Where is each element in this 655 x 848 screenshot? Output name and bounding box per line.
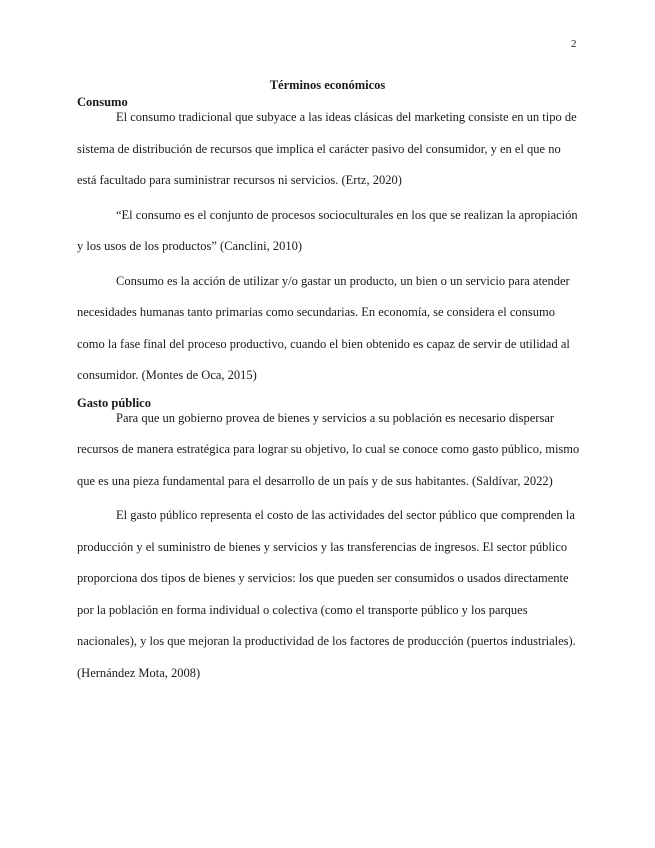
paragraph: Consumo es la acción de utilizar y/o gastar un producto, un bien o un servicio para atender necesidades humanas tanto primarias como secundarias. En economía, se considera el consumo como la fase final del proceso productivo, cuando el bien obtenido es capaz de servir de utilidad al consumidor. (Montes de Oca, 2015) (77, 273, 570, 382)
document-body (77, 95, 582, 689)
paragraph: El consumo tradicional que subyace a las ideas clásicas del marketing consiste en un tipo de sistema de distribución de recursos que implica el carácter pasivo del consumidor, y en el que no está facultado para suministrar recursos ni servicios. (Ertz, 2020) (77, 110, 577, 187)
paragraph: Para que un gobierno provea de bienes y servicios a su población es necesario dispersar recursos de manera estratégica para lograr su objetivo, lo cual se conoce como gasto público, mismo que es una pieza fundamental para el desarrollo de un país y de sus habitantes. (Saldívar, 2022) (77, 410, 580, 488)
document-title: Términos económicos (269, 78, 386, 92)
section-consumo (77, 95, 582, 392)
paragraph: El gasto público representa el costo de las actividades del sector público que comprenden la producción y el suministro de bienes y servicios y las transferencias de ingresos. El sector público proporciona dos tipos de bienes y servicios: los que pueden ser consumidos o usados directamente por la población en forma individual o colectiva (como el transporte público y los parques nacionales), y los que mejoran la productividad de los factores de producción (puertos industriales). (Hernández Mota, 2008) (77, 508, 576, 680)
section-gasto-publico (77, 396, 582, 690)
paragraph: “El consumo es el conjunto de procesos socioculturales en los que se realizan la apropiación y los usos de los productos” (Canclini, 2010) (77, 207, 578, 253)
page-number: 2 (571, 38, 577, 50)
section-heading: Consumo (77, 95, 128, 109)
section-heading: Gasto público (77, 395, 151, 410)
